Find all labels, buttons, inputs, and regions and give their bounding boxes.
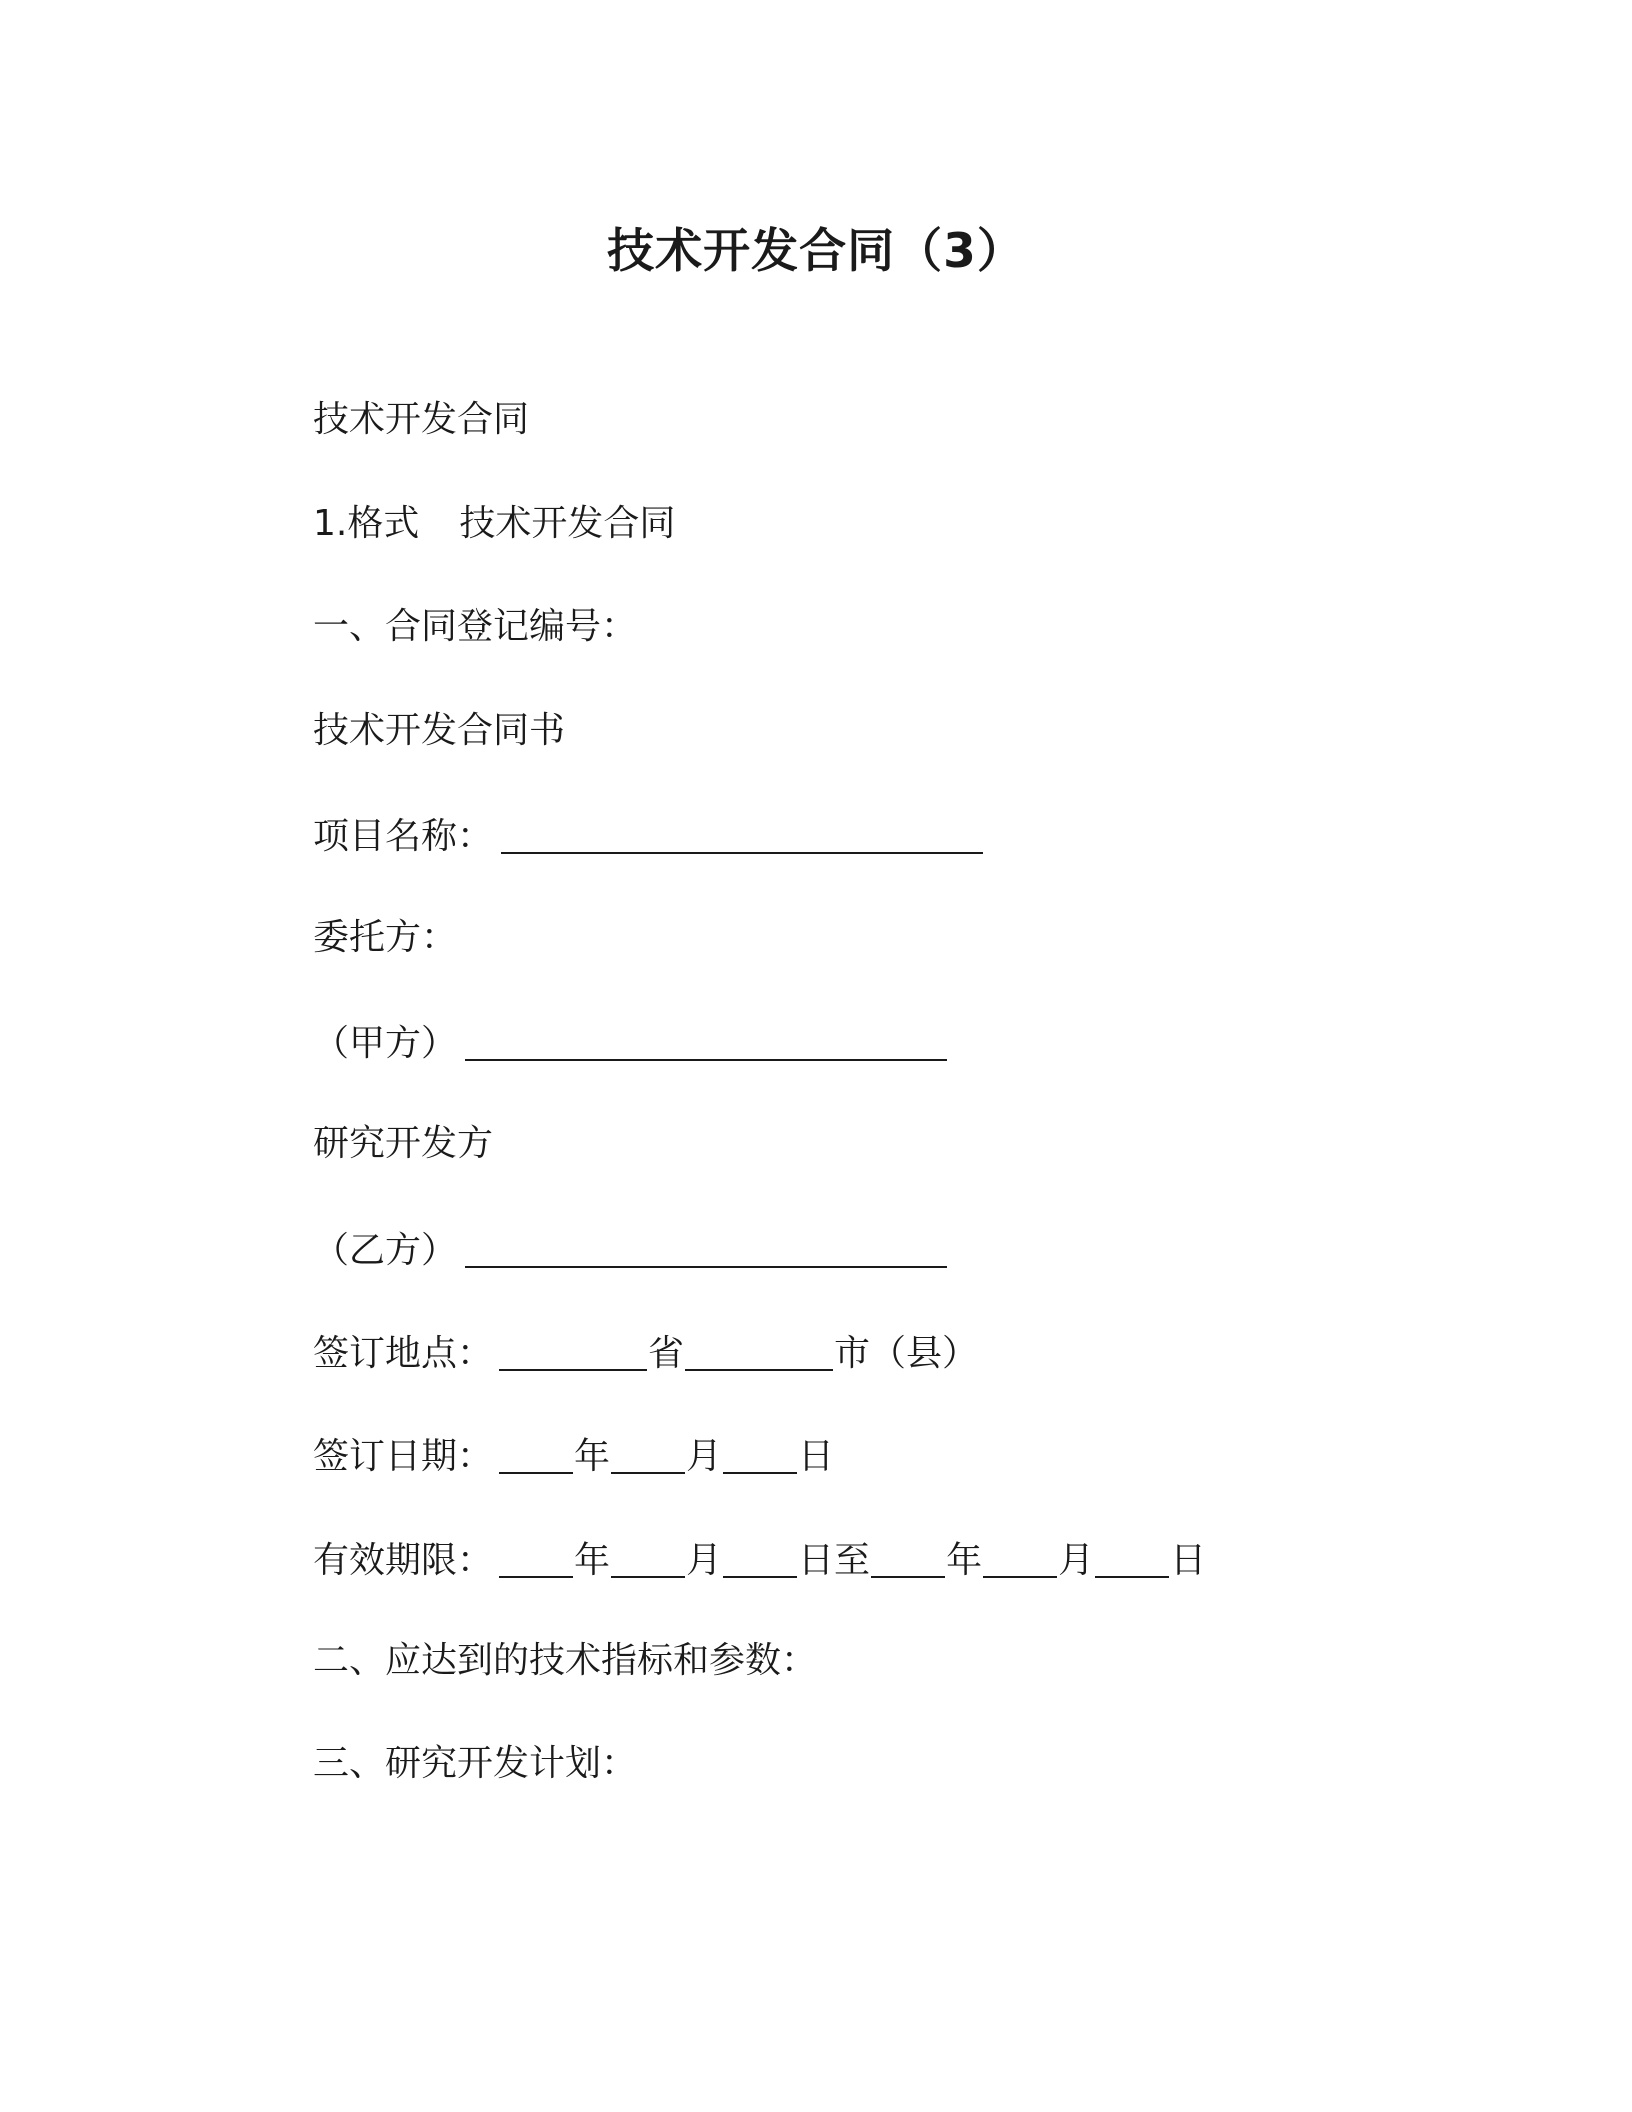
line-development-plan	[313, 1740, 637, 1788]
line-party-a	[313, 1017, 948, 1068]
signing-month-label: 月	[686, 1436, 723, 1477]
signing-year-label: 年	[574, 1436, 611, 1477]
signing-date-label: 签订日期：	[313, 1436, 494, 1477]
contract-heading: 技术开发合同	[313, 399, 530, 440]
signing-day-blank[interactable]	[723, 1436, 797, 1474]
project-name-label: 项目名称：	[313, 816, 494, 857]
line-contract-book	[313, 707, 565, 755]
line-party-b	[313, 1224, 948, 1275]
line-project-name	[313, 810, 984, 861]
end-day-label: 日	[1170, 1540, 1207, 1581]
end-day-blank[interactable]	[1095, 1540, 1169, 1578]
line-developer	[313, 1120, 493, 1168]
line-client	[313, 914, 457, 962]
contract-book-heading: 技术开发合同书	[313, 710, 566, 751]
format-text: 技术开发合同	[459, 503, 676, 544]
signing-year-blank[interactable]	[499, 1436, 573, 1474]
party-a-blank[interactable]	[465, 1023, 947, 1061]
line-contract-heading	[313, 396, 529, 444]
city-blank[interactable]	[685, 1333, 833, 1371]
signing-place-label: 签订地点：	[313, 1333, 494, 1374]
start-day-blank[interactable]	[723, 1540, 797, 1578]
start-day-label: 日至	[798, 1540, 871, 1581]
end-month-blank[interactable]	[983, 1540, 1057, 1578]
signing-day-label: 日	[798, 1436, 835, 1477]
document-title: 技术开发合同（3）	[607, 224, 1025, 279]
province-label: 省	[648, 1333, 685, 1374]
party-a-label: （甲方）	[313, 1023, 458, 1064]
party-b-blank[interactable]	[465, 1230, 947, 1268]
end-month-label: 月	[1058, 1540, 1095, 1581]
technical-indicators-heading: 二、应达到的技术指标和参数：	[313, 1640, 818, 1681]
line-validity-period	[313, 1534, 1206, 1585]
development-plan-heading: 三、研究开发计划：	[313, 1743, 638, 1784]
developer-label: 研究开发方	[313, 1123, 494, 1164]
line-technical-indicators	[313, 1637, 817, 1685]
signing-month-blank[interactable]	[611, 1436, 685, 1474]
end-year-blank[interactable]	[871, 1540, 945, 1578]
end-year-label: 年	[946, 1540, 983, 1581]
client-label: 委托方：	[313, 917, 458, 958]
format-number: 1.格式	[313, 503, 420, 544]
line-signing-date	[313, 1430, 834, 1481]
project-name-blank[interactable]	[501, 816, 983, 854]
start-month-blank[interactable]	[611, 1540, 685, 1578]
start-year-label: 年	[574, 1540, 611, 1581]
province-blank[interactable]	[499, 1333, 647, 1371]
party-b-label: （乙方）	[313, 1230, 458, 1271]
line-format	[313, 500, 675, 548]
validity-label: 有效期限：	[313, 1540, 494, 1581]
line-signing-place	[313, 1327, 978, 1378]
start-month-label: 月	[686, 1540, 723, 1581]
city-label: 市（县）	[834, 1333, 979, 1374]
registration-number-label: 一、合同登记编号：	[313, 606, 638, 647]
line-registration-number	[313, 603, 637, 651]
start-year-blank[interactable]	[499, 1540, 573, 1578]
